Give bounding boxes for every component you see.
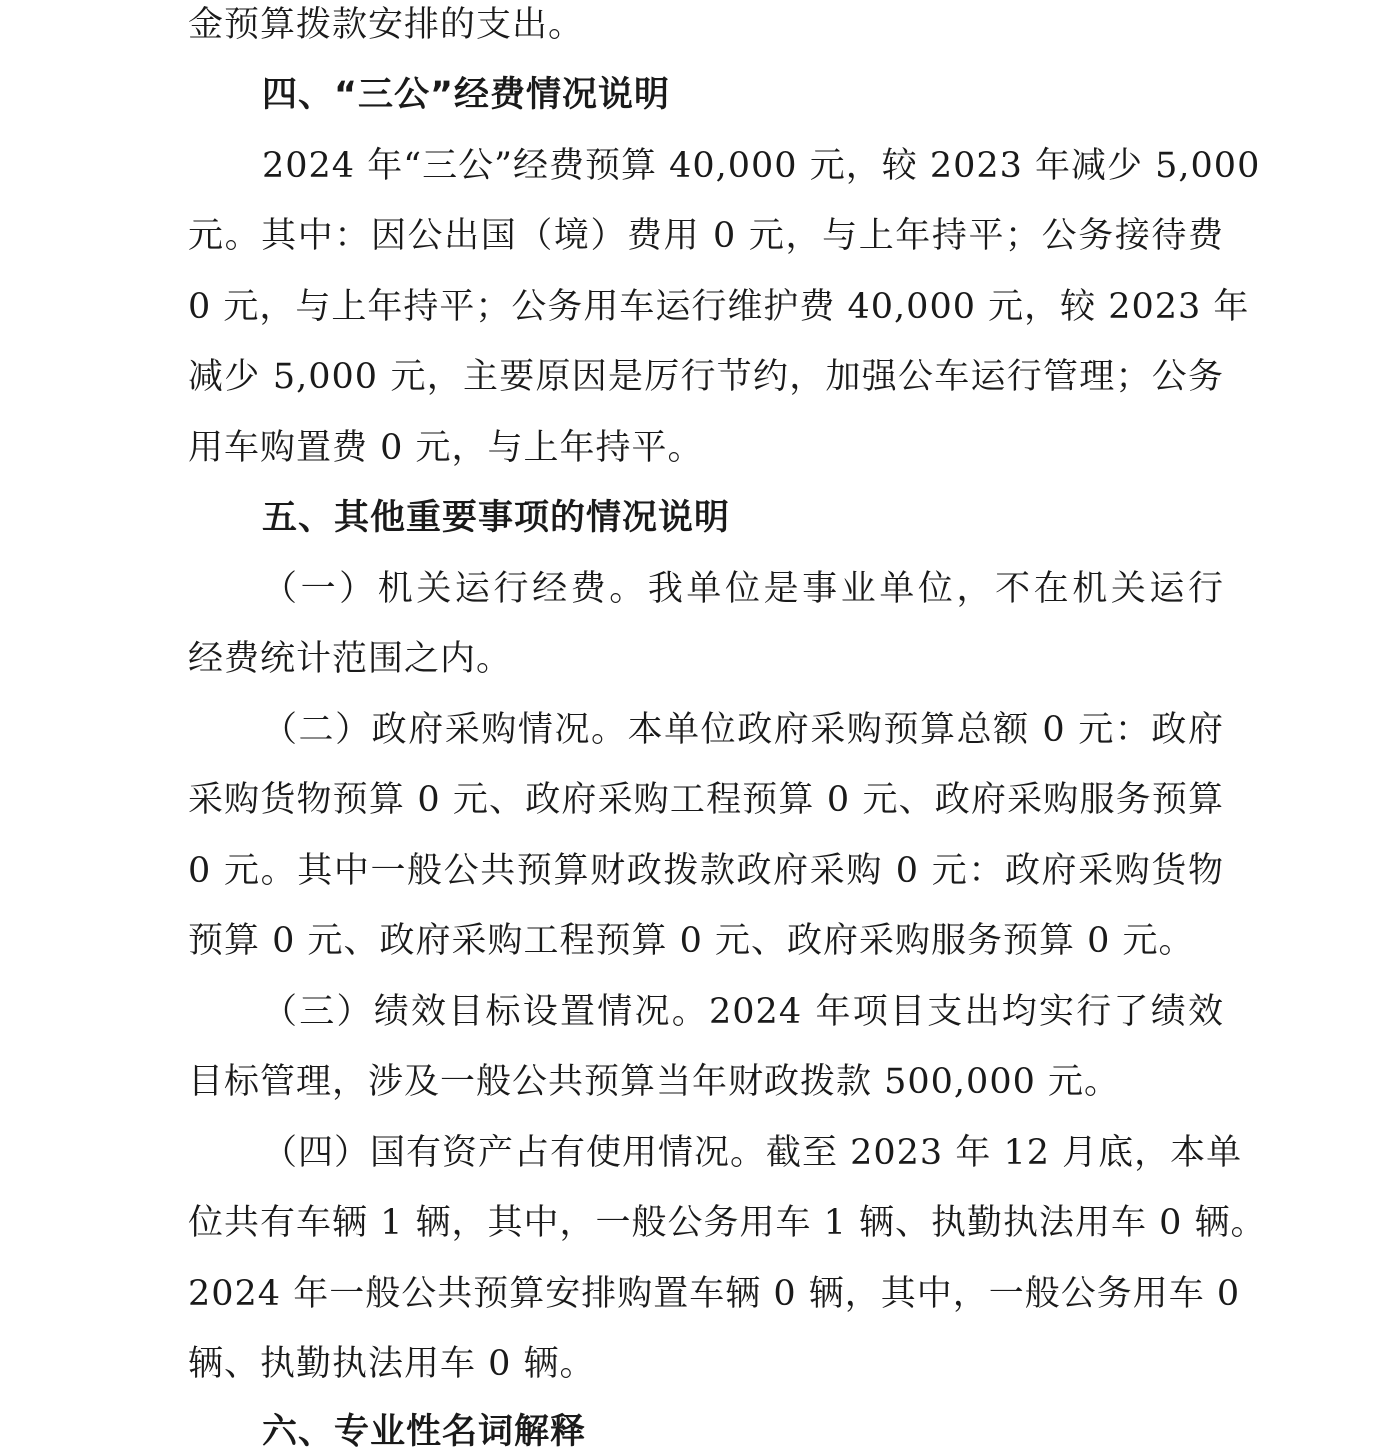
paragraph-line: （三）绩效目标设置情况。2024 年项目支出均实行了绩效 (262, 992, 1224, 1032)
paragraph-line: 辆、执勤执法用车 0 辆。 (188, 1344, 596, 1384)
paragraph-line: （一）机关运行经费。我单位是事业单位，不在机关运行 (262, 569, 1224, 609)
paragraph-line: 用车购置费 0 元，与上年持平。 (188, 428, 704, 468)
paragraph-line: 经费统计范围之内。 (188, 639, 513, 679)
paragraph-line: 减少 5,000 元，主要原因是厉行节约，加强公车运行管理；公务 (188, 357, 1224, 397)
paragraph-line: （四）国有资产占有使用情况。截至 2023 年 12 月底，本单 (262, 1133, 1243, 1173)
paragraph-line: 0 元。其中一般公共预算财政拨款政府采购 0 元：政府采购货物 (188, 851, 1224, 891)
section-heading-three-public-expenses: 四、“三公”经费情况说明 (262, 75, 671, 115)
section-heading-terminology: 六、专业性名词解释 (262, 1412, 587, 1452)
paragraph-line: 2024 年“三公”经费预算 40,000 元，较 2023 年减少 5,000 (262, 146, 1261, 186)
paragraph-line: 预算 0 元、政府采购工程预算 0 元、政府采购服务预算 0 元。 (188, 921, 1195, 961)
paragraph-line: 金预算拨款安排的支出。 (188, 5, 585, 45)
paragraph-line: 2024 年一般公共预算安排购置车辆 0 辆，其中，一般公务用车 0 (188, 1274, 1241, 1314)
paragraph-line: 采购货物预算 0 元、政府采购工程预算 0 元、政府采购服务预算 (188, 780, 1224, 820)
paragraph-line: 0 元，与上年持平；公务用车运行维护费 40,000 元，较 2023 年 (188, 287, 1250, 327)
paragraph-line: 目标管理，涉及一般公共预算当年财政拨款 500,000 元。 (188, 1062, 1120, 1102)
paragraph-line: 位共有车辆 1 辆，其中，一般公务用车 1 辆、执勤执法用车 0 辆。 (188, 1203, 1267, 1243)
paragraph-line: （二）政府采购情况。本单位政府采购预算总额 0 元：政府 (262, 710, 1224, 750)
section-heading-other-matters: 五、其他重要事项的情况说明 (262, 498, 731, 538)
paragraph-line: 元。其中：因公出国（境）费用 0 元，与上年持平；公务接待费 (188, 216, 1224, 256)
